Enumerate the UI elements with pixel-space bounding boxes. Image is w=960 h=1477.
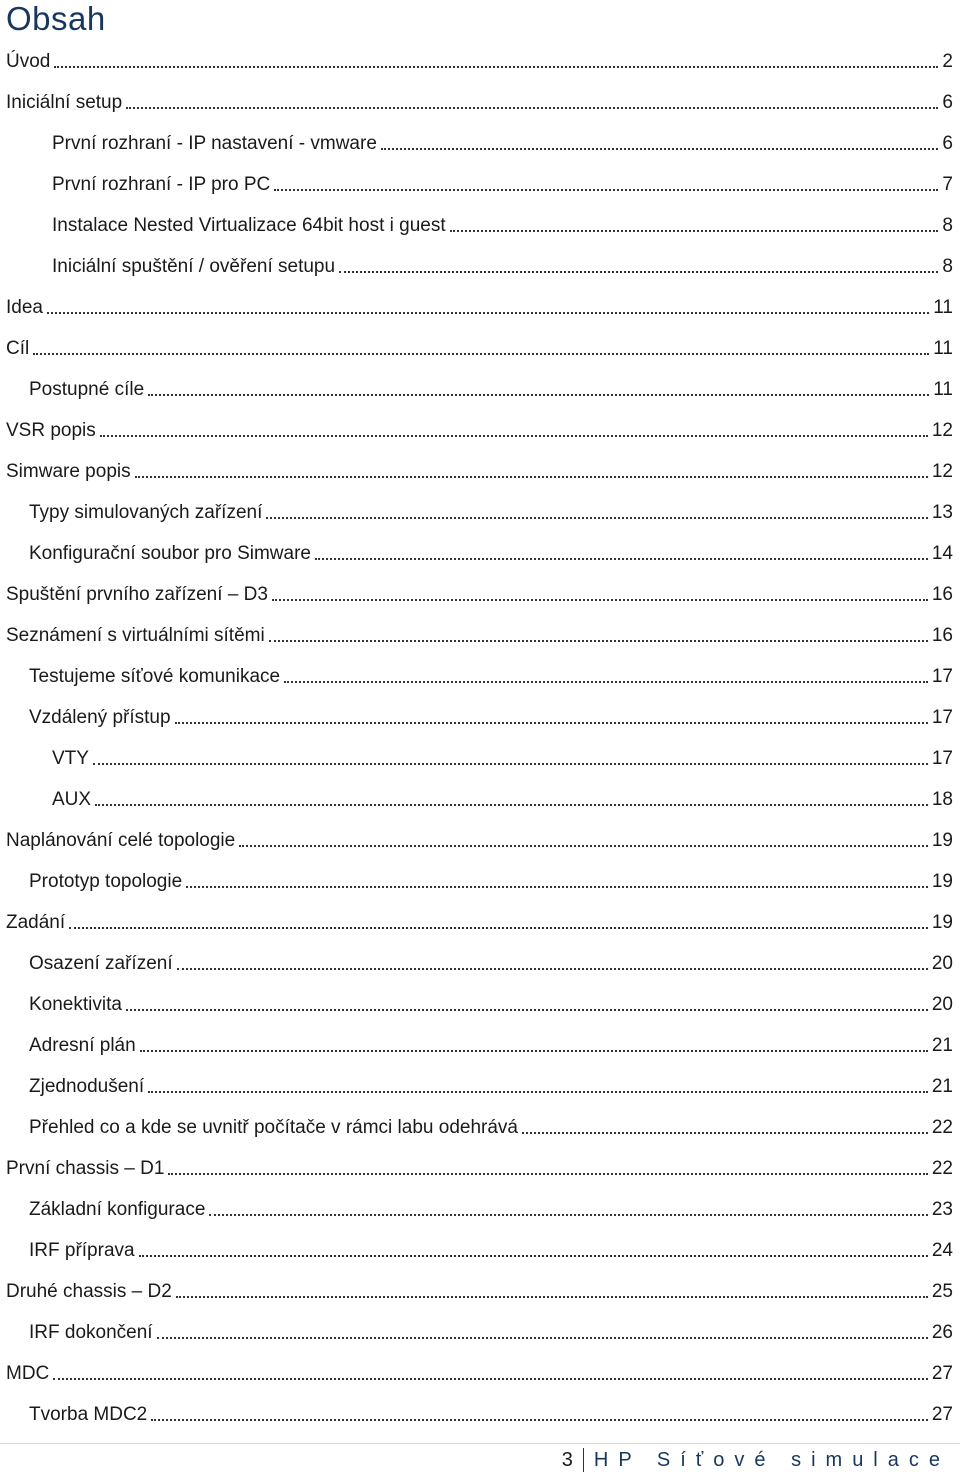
- toc-entry-page[interactable]: 18: [931, 789, 953, 810]
- toc-entry-page[interactable]: 11: [933, 379, 953, 400]
- toc-entry-page[interactable]: 22: [931, 1117, 953, 1138]
- toc-entry-label[interactable]: Zjednodušení: [29, 1076, 145, 1097]
- toc-entry-page[interactable]: 21: [931, 1076, 953, 1097]
- toc-dot-leader: [126, 107, 938, 109]
- toc-dot-leader: [148, 1091, 928, 1093]
- toc-entry-page[interactable]: 6: [942, 133, 953, 154]
- toc-entry-page[interactable]: 11: [933, 338, 953, 359]
- toc-entry-page[interactable]: 8: [942, 215, 953, 236]
- toc-entry[interactable]: [0, 163, 960, 204]
- toc-entry-page[interactable]: 27: [931, 1363, 953, 1384]
- toc-dot-leader: [157, 1337, 928, 1339]
- toc-entry[interactable]: [0, 778, 960, 819]
- toc-entry-label[interactable]: AUX: [52, 789, 92, 810]
- toc-entry[interactable]: [0, 40, 960, 81]
- toc-dot-leader: [381, 148, 939, 150]
- toc-dot-leader: [151, 1419, 928, 1421]
- toc-entry-page[interactable]: 19: [931, 912, 953, 933]
- toc-entry[interactable]: [0, 614, 960, 655]
- toc-entry-label[interactable]: Konfigurační soubor pro Simware: [29, 543, 311, 564]
- toc-entry[interactable]: [0, 696, 960, 737]
- toc-entry-label[interactable]: Iniciální spuštění / ověření setupu: [52, 256, 336, 277]
- toc-entry-label[interactable]: Osazení zařízení: [29, 953, 173, 974]
- toc-entry[interactable]: [0, 409, 960, 450]
- toc-dot-leader: [69, 927, 928, 929]
- toc-entry-label[interactable]: Úvod: [6, 51, 51, 72]
- toc-entry-page[interactable]: 17: [931, 666, 953, 687]
- toc-entry-label[interactable]: Testujeme síťové komunikace: [29, 666, 281, 687]
- toc-entry[interactable]: [0, 1188, 960, 1229]
- toc-entry-page[interactable]: 19: [931, 871, 953, 892]
- toc-entry-page[interactable]: 2: [942, 51, 953, 72]
- toc-entry-page[interactable]: 24: [931, 1240, 953, 1261]
- toc-entry[interactable]: [0, 81, 960, 122]
- toc-entry-label[interactable]: Konektivita: [29, 994, 122, 1015]
- toc-entry-page[interactable]: 12: [931, 420, 953, 441]
- toc-entry-page[interactable]: 11: [933, 297, 953, 318]
- toc-entry-label[interactable]: Prototyp topologie: [29, 871, 183, 892]
- toc-entry[interactable]: [0, 860, 960, 901]
- toc-dot-leader: [269, 640, 928, 642]
- toc-entry-label[interactable]: Naplánování celé topologie: [6, 830, 236, 851]
- toc-entry[interactable]: [0, 368, 960, 409]
- toc-entry-page[interactable]: 8: [942, 256, 953, 277]
- toc-entry-page[interactable]: 21: [931, 1035, 953, 1056]
- toc-entry-page[interactable]: 25: [931, 1281, 953, 1302]
- toc-entry[interactable]: [0, 1147, 960, 1188]
- toc-entry[interactable]: [0, 122, 960, 163]
- toc-entry-label[interactable]: První rozhraní - IP pro PC: [52, 174, 271, 195]
- toc-entry[interactable]: [0, 245, 960, 286]
- toc-dot-leader: [176, 1296, 928, 1298]
- toc-entry-page[interactable]: 20: [931, 953, 953, 974]
- toc-entry[interactable]: [0, 532, 960, 573]
- toc-entry-page[interactable]: 12: [931, 461, 953, 482]
- toc-dot-leader: [315, 558, 928, 560]
- toc-entry[interactable]: [0, 1270, 960, 1311]
- toc-entry-label[interactable]: Zadání: [6, 912, 66, 933]
- toc-entry[interactable]: [0, 942, 960, 983]
- toc-entry-label[interactable]: Tvorba MDC2: [29, 1404, 148, 1425]
- toc-entry-label[interactable]: Iniciální setup: [6, 92, 123, 113]
- toc-entry-page[interactable]: 7: [942, 174, 953, 195]
- toc-entry[interactable]: [0, 901, 960, 942]
- toc-dot-leader: [450, 230, 939, 232]
- toc-dot-leader: [47, 312, 929, 314]
- toc-entry-page[interactable]: 14: [931, 543, 953, 564]
- toc-entry-page[interactable]: 16: [931, 584, 953, 605]
- toc-entry-label[interactable]: První chassis – D1: [6, 1158, 165, 1179]
- toc-dot-leader: [177, 968, 928, 970]
- page-title: Obsah: [6, 0, 106, 37]
- toc-entry[interactable]: [0, 1352, 960, 1393]
- toc-entry-label[interactable]: IRF příprava: [29, 1240, 135, 1261]
- toc-dot-leader: [339, 271, 938, 273]
- toc-entry-label[interactable]: První rozhraní - IP nastavení - vmware: [52, 133, 377, 154]
- toc-entry-label[interactable]: Simware popis: [6, 461, 131, 482]
- toc-dot-leader: [139, 1255, 928, 1257]
- toc-dot-leader: [100, 435, 928, 437]
- toc-dot-leader: [126, 1009, 928, 1011]
- toc-dot-leader: [33, 353, 929, 355]
- toc-entry[interactable]: [0, 819, 960, 860]
- toc-entry-label[interactable]: VTY: [52, 748, 89, 769]
- toc-dot-leader: [148, 394, 929, 396]
- toc-entry[interactable]: [0, 450, 960, 491]
- toc-entry-label[interactable]: VSR popis: [6, 420, 96, 441]
- footer-page-number: 3: [561, 1448, 573, 1471]
- toc-dot-leader: [186, 886, 928, 888]
- toc-dot-leader: [168, 1173, 927, 1175]
- toc-dot-leader: [140, 1050, 928, 1052]
- toc-entry[interactable]: [0, 491, 960, 532]
- toc-entry-page[interactable]: 16: [931, 625, 953, 646]
- table-of-contents: [0, 40, 960, 1434]
- toc-entry[interactable]: [0, 286, 960, 327]
- toc-entry-label[interactable]: Idea: [6, 297, 43, 318]
- footer-separator: [583, 1448, 584, 1472]
- toc-entry[interactable]: [0, 573, 960, 614]
- toc-entry[interactable]: [0, 1024, 960, 1065]
- toc-entry-page[interactable]: 27: [931, 1404, 953, 1425]
- toc-entry-label[interactable]: Typy simulovaných zařízení: [29, 502, 263, 523]
- toc-entry-page[interactable]: 19: [931, 830, 953, 851]
- toc-entry[interactable]: [0, 983, 960, 1024]
- toc-entry-page[interactable]: 26: [931, 1322, 953, 1343]
- toc-entry-label[interactable]: Adresní plán: [29, 1035, 136, 1056]
- footer-divider: [0, 1443, 960, 1444]
- toc-dot-leader: [53, 1378, 928, 1380]
- toc-dot-leader: [95, 804, 928, 806]
- toc-dot-leader: [54, 66, 938, 68]
- toc-entry-label[interactable]: Cíl: [6, 338, 30, 359]
- toc-entry-page[interactable]: 17: [931, 748, 953, 769]
- toc-dot-leader: [272, 599, 928, 601]
- toc-entry-label[interactable]: Druhé chassis – D2: [6, 1281, 172, 1302]
- toc-entry-label[interactable]: Přehled co a kde se uvnitř počítače v rámci labu odehrává: [29, 1117, 518, 1138]
- toc-entry[interactable]: [0, 1229, 960, 1270]
- toc-entry-label[interactable]: Seznámení s virtuálními sítěmi: [6, 625, 265, 646]
- toc-entry-page[interactable]: 22: [931, 1158, 953, 1179]
- toc-entry[interactable]: [0, 655, 960, 696]
- toc-entry-page[interactable]: 6: [942, 92, 953, 113]
- toc-dot-leader: [266, 517, 927, 519]
- toc-dot-leader: [522, 1132, 928, 1134]
- toc-entry-label[interactable]: Základní konfigurace: [29, 1199, 206, 1220]
- toc-entry-label[interactable]: Spuštění prvního zařízení – D3: [6, 584, 268, 605]
- toc-dot-leader: [175, 722, 928, 724]
- toc-entry-page[interactable]: 20: [931, 994, 953, 1015]
- toc-entry-page[interactable]: 23: [931, 1199, 953, 1220]
- toc-dot-leader: [93, 763, 928, 765]
- toc-entry-page[interactable]: 17: [931, 707, 953, 728]
- toc-dot-leader: [274, 189, 938, 191]
- toc-dot-leader: [239, 845, 928, 847]
- toc-entry-label[interactable]: Vzdálený přístup: [29, 707, 171, 728]
- toc-dot-leader: [209, 1214, 927, 1216]
- toc-entry[interactable]: [0, 1065, 960, 1106]
- toc-entry[interactable]: [0, 1311, 960, 1352]
- toc-entry[interactable]: [0, 204, 960, 245]
- toc-entry-label[interactable]: Postupné cíle: [29, 379, 145, 400]
- footer-title: HP Síťové simulace: [593, 1448, 950, 1471]
- toc-dot-leader: [284, 681, 928, 683]
- toc-entry-label[interactable]: IRF dokončení: [29, 1322, 153, 1343]
- toc-entry-label[interactable]: Instalace Nested Virtualizace 64bit host i guest: [52, 215, 446, 236]
- toc-entry[interactable]: [0, 327, 960, 368]
- toc-entry-page[interactable]: 13: [931, 502, 953, 523]
- toc-dot-leader: [135, 476, 928, 478]
- toc-entry[interactable]: [0, 1106, 960, 1147]
- toc-entry[interactable]: [0, 1393, 960, 1434]
- toc-entry[interactable]: [0, 737, 960, 778]
- toc-entry-label[interactable]: MDC: [6, 1363, 50, 1384]
- page-footer: [562, 1448, 950, 1472]
